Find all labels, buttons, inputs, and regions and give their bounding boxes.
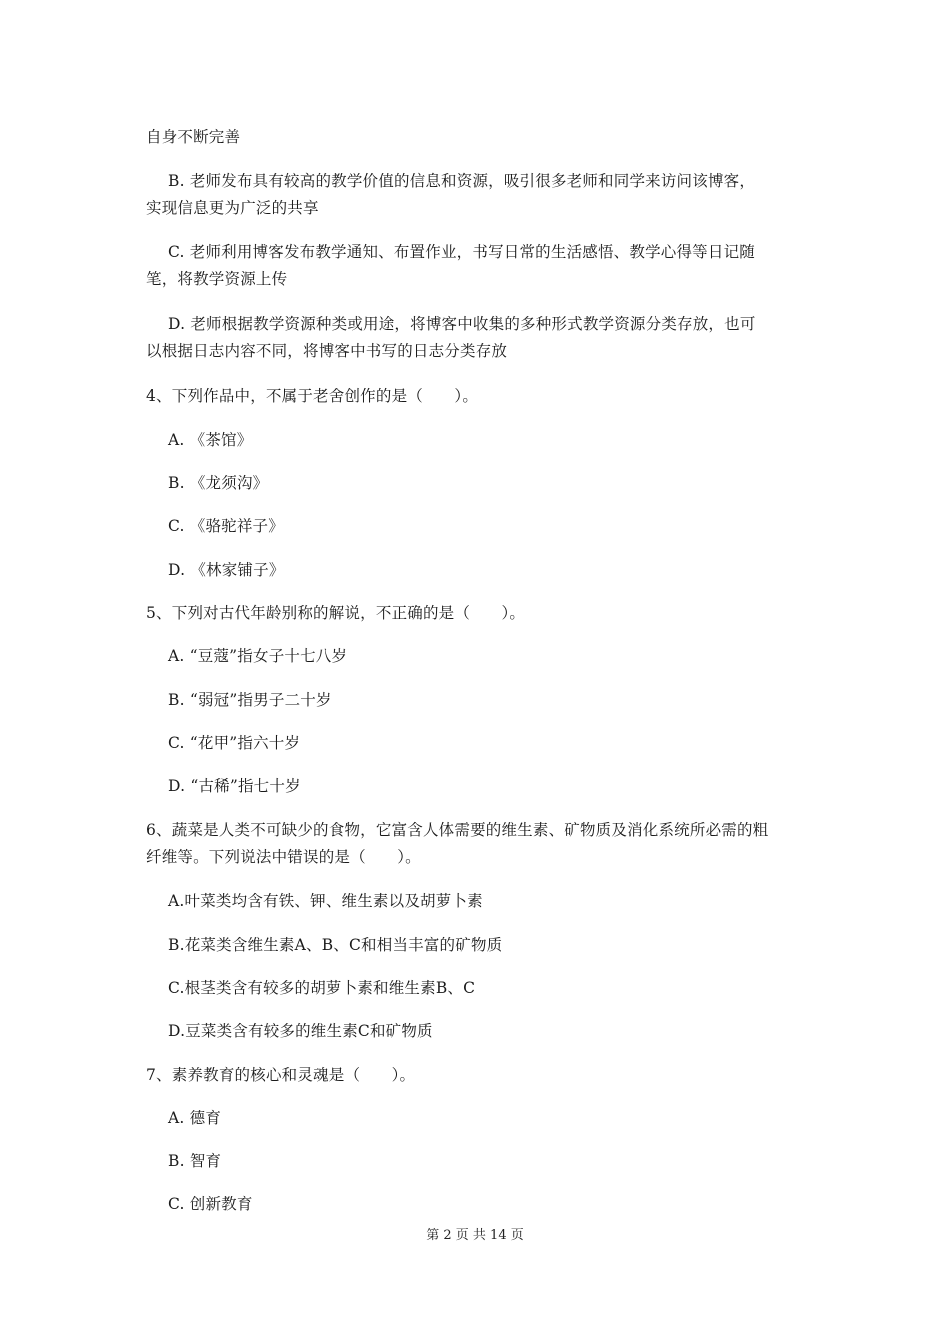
q7-option-a: A. 德育 <box>168 1109 222 1127</box>
q6-stem-line1: 6、蔬菜是人类不可缺少的食物，它富含人体需要的维生素、矿物质及消化系统所必需的粗 <box>146 821 769 839</box>
page-number-footer: 第 2 页 共 14 页 <box>426 1228 524 1243</box>
q5-option-d: D. “古稀”指七十岁 <box>168 777 301 795</box>
q6-option-d: D.豆菜类含有较多的维生素C和矿物质 <box>168 1022 433 1040</box>
q6-option-a: A.叶菜类均含有铁、钾、维生素以及胡萝卜素 <box>168 892 483 910</box>
q4-option-a: A. 《茶馆》 <box>168 431 253 449</box>
q4-option-d: D. 《林家铺子》 <box>168 561 285 579</box>
q3-option-b-line1: B. 老师发布具有较高的教学价值的信息和资源，吸引很多老师和同学来访问该博客， <box>168 172 756 190</box>
q5-option-c: C. “花甲”指六十岁 <box>168 734 301 752</box>
q3-option-c-line2: 笔，将教学资源上传 <box>146 270 288 288</box>
q5-option-a: A. “豆蔻”指女子十七八岁 <box>168 647 348 665</box>
q3-option-c-line1: C. 老师利用博客发布教学通知、布置作业，书写日常的生活感悟、教学心得等日记随 <box>168 243 755 261</box>
q7-stem: 7、素养教育的核心和灵魂是（ ）。 <box>146 1066 416 1084</box>
q3-option-d-line2: 以根据日志内容不同，将博客中书写的日志分类存放 <box>146 342 508 360</box>
q6-stem-line2: 纤维等。下列说法中错误的是（ ）。 <box>146 848 421 866</box>
q3-option-d-line1: D. 老师根据教学资源种类或用途，将博客中收集的多种形式教学资源分类存放，也可 <box>168 315 756 333</box>
option-continuation: 自身不断完善 <box>146 128 241 146</box>
q3-option-b-line2: 实现信息更为广泛的共享 <box>146 199 319 217</box>
q7-option-c: C. 创新教育 <box>168 1195 253 1213</box>
q4-option-c: C. 《骆驼祥子》 <box>168 517 284 535</box>
q5-stem: 5、下列对古代年龄别称的解说，不正确的是（ ）。 <box>146 604 526 622</box>
q5-option-b: B. “弱冠”指男子二十岁 <box>168 691 332 709</box>
q6-option-b: B.花菜类含维生素A、B、C和相当丰富的矿物质 <box>168 936 503 954</box>
q4-option-b: B. 《龙须沟》 <box>168 474 269 492</box>
q7-option-b: B. 智育 <box>168 1152 222 1170</box>
q6-option-c: C.根茎类含有较多的胡萝卜素和维生素B、C <box>168 979 476 997</box>
q4-stem: 4、下列作品中，不属于老舍创作的是（ ）。 <box>146 387 479 405</box>
